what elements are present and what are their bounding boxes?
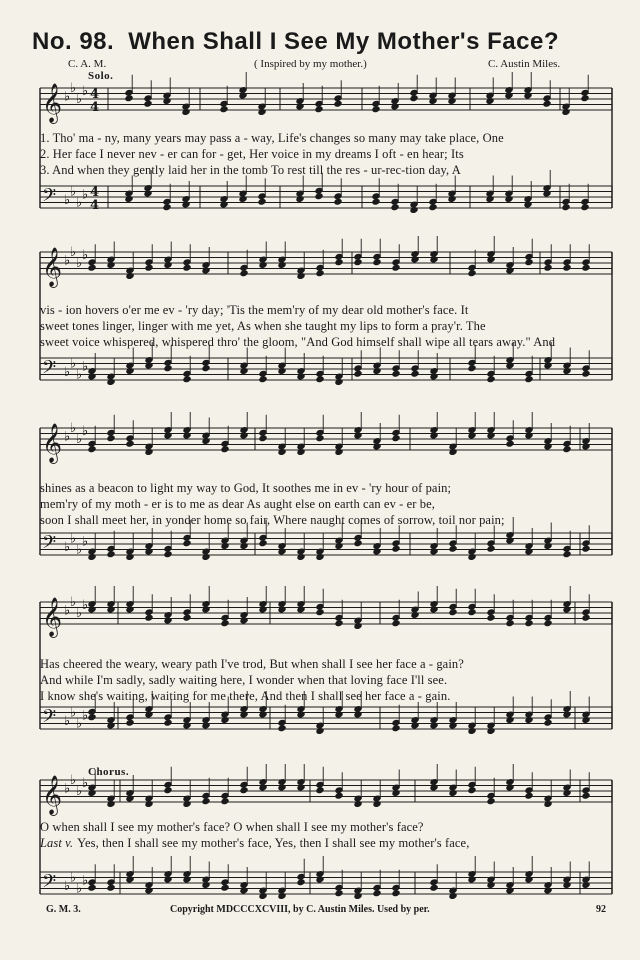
note-head bbox=[183, 376, 191, 383]
note-head bbox=[88, 264, 96, 271]
time-signature-top: 4 bbox=[90, 87, 100, 102]
note-head bbox=[372, 198, 380, 205]
flat-icon: ♭ bbox=[70, 870, 77, 886]
note-head bbox=[468, 365, 476, 372]
flat-icon: ♭ bbox=[76, 542, 83, 558]
note-head bbox=[125, 95, 133, 102]
treble-clef-icon: 𝄞 bbox=[42, 423, 63, 463]
note-head bbox=[468, 609, 476, 616]
lyric-line: 3. And when they gently laid her in the tomb To rest till the res - ur-rec-tion day, A bbox=[40, 163, 461, 177]
note-head bbox=[316, 609, 324, 616]
note-head bbox=[164, 365, 172, 372]
page-number: 92 bbox=[596, 904, 606, 915]
note-head bbox=[430, 884, 438, 891]
note-head bbox=[183, 264, 191, 271]
note-head bbox=[372, 106, 380, 113]
flat-icon: ♭ bbox=[82, 247, 89, 263]
note-head bbox=[163, 204, 171, 211]
flat-icon: ♭ bbox=[70, 705, 77, 721]
solo-marking: Solo. bbox=[88, 70, 114, 82]
note-head bbox=[334, 198, 342, 205]
flat-icon: ♭ bbox=[70, 81, 77, 96]
flat-icon: ♭ bbox=[64, 781, 71, 797]
page-footer bbox=[0, 904, 640, 920]
note-head bbox=[335, 620, 343, 627]
flat-icon: ♭ bbox=[64, 192, 71, 208]
note-head bbox=[335, 792, 343, 799]
flat-icon: ♭ bbox=[64, 713, 71, 729]
flat-icon: ♭ bbox=[70, 184, 77, 200]
note-head bbox=[220, 106, 228, 113]
flat-icon: ♭ bbox=[76, 92, 83, 107]
note-head bbox=[392, 435, 400, 442]
flat-icon: ♭ bbox=[76, 432, 83, 447]
inspiration-note: ( Inspired by my mother.) bbox=[254, 58, 367, 70]
lyricist: C. A. M. bbox=[68, 58, 107, 70]
note-head bbox=[392, 370, 400, 377]
note-head bbox=[506, 440, 514, 447]
treble-clef-icon: 𝄞 bbox=[42, 83, 63, 123]
lyric-line: sweet tones linger, linger with me yet, As when she taught my lips to form a pray'r. The bbox=[40, 319, 486, 333]
note-head bbox=[88, 446, 96, 453]
note-head bbox=[373, 259, 381, 266]
flat-icon: ♭ bbox=[76, 256, 83, 271]
bass-clef-icon: 𝄢 bbox=[42, 871, 57, 897]
note-head bbox=[107, 884, 115, 891]
note-head bbox=[582, 264, 590, 271]
note-head bbox=[202, 365, 210, 372]
note-head bbox=[429, 204, 437, 211]
note-head bbox=[392, 890, 400, 897]
flat-icon: ♭ bbox=[64, 878, 71, 894]
note-head bbox=[563, 264, 571, 271]
note-head bbox=[126, 719, 134, 726]
note-head bbox=[392, 725, 400, 732]
lyric-line: mem'ry of my moth - er is to me as dear As aught else on earth can ev - er be, bbox=[40, 497, 435, 511]
lyric-line: Has cheered the weary, weary path I've trod, But when shall I see her face a - gain? bbox=[40, 657, 464, 671]
lyric-line: shines as a beacon to light my way to God, It soothes me in ev - 'ry hour of pain; bbox=[40, 481, 452, 495]
note-head bbox=[525, 620, 533, 627]
lyric-line: 2. Her face I never nev - er can for - get, Her voice in my dreams I oft - en hear; Its bbox=[40, 147, 464, 161]
note-head bbox=[544, 719, 552, 726]
note-head bbox=[334, 100, 342, 107]
note-head bbox=[164, 551, 172, 558]
flat-icon: ♭ bbox=[64, 364, 71, 380]
copyright-notice: Copyright MDCCCXCVIII, by C. Austin Miles. Used by per. bbox=[170, 904, 430, 915]
flat-icon: ♭ bbox=[64, 539, 71, 555]
bass-clef-icon: 𝄢 bbox=[42, 706, 57, 732]
note-head bbox=[525, 792, 533, 799]
treble-clef-icon: 𝄞 bbox=[42, 247, 63, 287]
flat-icon: ♭ bbox=[82, 873, 89, 889]
note-head bbox=[487, 798, 495, 805]
note-head bbox=[468, 787, 476, 794]
flat-icon: ♭ bbox=[82, 187, 89, 203]
flat-icon: ♭ bbox=[76, 606, 83, 621]
note-head bbox=[449, 545, 457, 552]
flat-icon: ♭ bbox=[76, 367, 83, 383]
note-head bbox=[544, 264, 552, 271]
lyric-line: soon I shall meet her, in yonder home so fair, Where naught comes of sorrow, toil nor pain; bbox=[40, 513, 505, 527]
note-head bbox=[297, 879, 305, 886]
lyric-line: I know she's waiting, waiting for me there, And then I shall see her face a - gain. bbox=[40, 689, 451, 703]
note-head bbox=[354, 259, 362, 266]
note-head bbox=[544, 620, 552, 627]
hymn-title: When Shall I See My Mother's Face? bbox=[128, 28, 560, 55]
note-head bbox=[278, 725, 286, 732]
note-head bbox=[581, 95, 589, 102]
note-head bbox=[315, 193, 323, 200]
note-head bbox=[582, 792, 590, 799]
flat-icon: ♭ bbox=[64, 603, 71, 619]
note-head bbox=[392, 264, 400, 271]
note-head bbox=[581, 204, 589, 211]
flat-icon: ♭ bbox=[82, 359, 89, 375]
flat-icon: ♭ bbox=[82, 597, 89, 613]
note-head bbox=[354, 540, 362, 547]
book-code: G. M. 3. bbox=[46, 904, 81, 915]
note-head bbox=[183, 540, 191, 547]
chorus-marking: Chorus. bbox=[88, 766, 130, 778]
note-head bbox=[410, 95, 418, 102]
note-head bbox=[183, 614, 191, 621]
note-head bbox=[259, 435, 267, 442]
flat-icon: ♭ bbox=[70, 245, 77, 260]
flat-icon: ♭ bbox=[70, 595, 77, 610]
note-head bbox=[582, 545, 590, 552]
flat-icon: ♭ bbox=[76, 784, 83, 799]
note-head bbox=[582, 614, 590, 621]
note-head bbox=[258, 198, 266, 205]
note-head bbox=[316, 787, 324, 794]
note-head bbox=[221, 884, 229, 891]
note-head bbox=[449, 609, 457, 616]
lyric-line: vis - ion hovers o'er me ev - 'ry day; 'Tis the mem'ry of my dear old mother's face. It bbox=[40, 303, 469, 317]
flat-icon: ♭ bbox=[82, 775, 89, 791]
note-head bbox=[259, 376, 267, 383]
flat-icon: ♭ bbox=[70, 531, 77, 547]
note-head bbox=[392, 545, 400, 552]
note-head bbox=[145, 614, 153, 621]
note-head bbox=[221, 798, 229, 805]
flat-icon: ♭ bbox=[76, 195, 83, 211]
note-head bbox=[221, 620, 229, 627]
note-head bbox=[240, 270, 248, 277]
lyric-line bbox=[40, 836, 610, 851]
bass-clef-icon: 𝄢 bbox=[42, 532, 57, 558]
note-head bbox=[391, 204, 399, 211]
note-head bbox=[506, 620, 514, 627]
note-head bbox=[335, 890, 343, 897]
lyric-line: O when shall I see my mother's face? O when shall I see my mother's face? bbox=[40, 820, 424, 834]
note-head bbox=[562, 204, 570, 211]
note-head bbox=[316, 270, 324, 277]
note-head bbox=[487, 545, 495, 552]
time-signature-bottom: 4 bbox=[90, 100, 100, 115]
bass-clef-icon: 𝄢 bbox=[42, 357, 57, 383]
note-head bbox=[221, 446, 229, 453]
flat-icon: ♭ bbox=[76, 716, 83, 732]
note-head bbox=[316, 376, 324, 383]
flat-icon: ♭ bbox=[82, 708, 89, 724]
note-head bbox=[335, 259, 343, 266]
note-head bbox=[315, 106, 323, 113]
flat-icon: ♭ bbox=[64, 429, 71, 445]
flat-icon: ♭ bbox=[70, 421, 77, 436]
note-head bbox=[373, 890, 381, 897]
note-head bbox=[107, 551, 115, 558]
note-head bbox=[411, 370, 419, 377]
note-head bbox=[487, 376, 495, 383]
note-head bbox=[144, 100, 152, 107]
flat-icon: ♭ bbox=[64, 253, 71, 269]
note-head bbox=[525, 376, 533, 383]
flat-icon: ♭ bbox=[70, 773, 77, 788]
lyric-text: Yes, then I shall see my mother's face, Yes, then I shall see my mother's face, bbox=[77, 836, 470, 850]
flat-icon: ♭ bbox=[64, 89, 71, 105]
note-head bbox=[582, 370, 590, 377]
lyric-line: And while I'm sadly, sadly waiting here, I wonder when that loving face I'll see. bbox=[40, 673, 448, 687]
composer: C. Austin Miles. bbox=[488, 58, 561, 70]
note-head bbox=[525, 259, 533, 266]
note-head bbox=[202, 798, 210, 805]
note-head bbox=[240, 787, 248, 794]
lyric-line: sweet voice whispered, whispered thro' the gloom, "And God himself shall wipe all tears away." And bbox=[40, 335, 556, 349]
note-head bbox=[468, 270, 476, 277]
note-head bbox=[563, 446, 571, 453]
flat-icon: ♭ bbox=[82, 83, 89, 99]
note-head bbox=[543, 100, 551, 107]
note-head bbox=[164, 719, 172, 726]
note-head bbox=[126, 440, 134, 447]
note-head bbox=[563, 551, 571, 558]
flat-icon: ♭ bbox=[76, 881, 83, 897]
note-head bbox=[392, 620, 400, 627]
last-verse-label: Last v. bbox=[40, 836, 74, 850]
note-head bbox=[259, 540, 267, 547]
note-head bbox=[88, 884, 96, 891]
bass-clef-icon: 𝄢 bbox=[42, 185, 57, 211]
treble-clef-icon: 𝄞 bbox=[42, 597, 63, 637]
hymn-number: No. 98. bbox=[32, 28, 115, 55]
note-head bbox=[107, 435, 115, 442]
note-head bbox=[487, 614, 495, 621]
time-signature-top: 4 bbox=[90, 185, 100, 200]
flat-icon: ♭ bbox=[82, 534, 89, 550]
note-head bbox=[88, 714, 96, 721]
time-signature-bottom: 4 bbox=[90, 198, 100, 213]
flat-icon: ♭ bbox=[82, 423, 89, 439]
note-head bbox=[164, 787, 172, 794]
lyric-line: 1. Tho' ma - ny, many years may pass a - way, Life's changes so many may take place, One bbox=[40, 131, 504, 145]
treble-clef-icon: 𝄞 bbox=[42, 775, 63, 815]
note-head bbox=[354, 370, 362, 377]
note-head bbox=[145, 264, 153, 271]
flat-icon: ♭ bbox=[70, 356, 77, 372]
note-head bbox=[316, 435, 324, 442]
